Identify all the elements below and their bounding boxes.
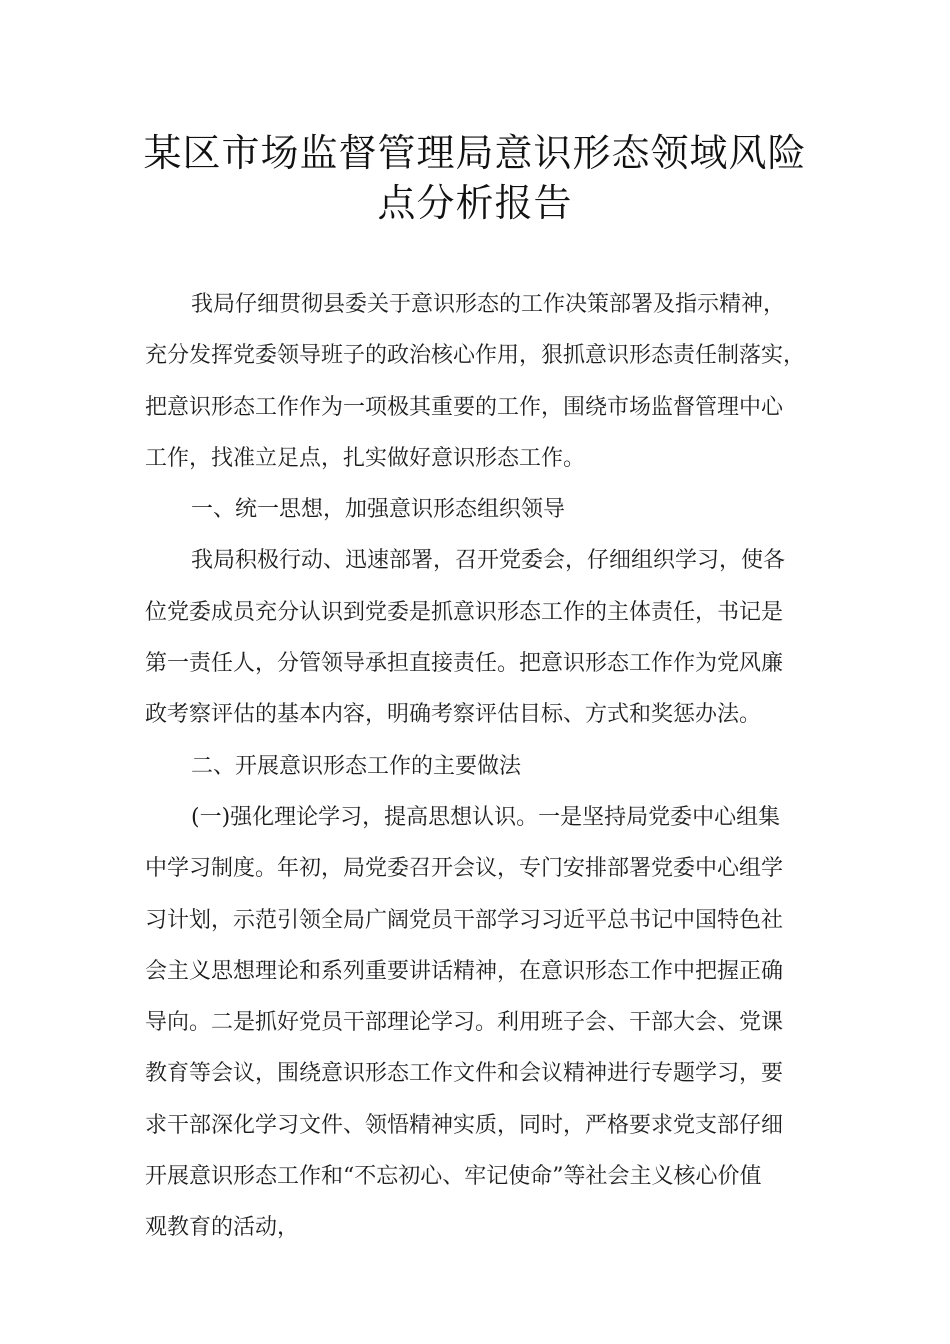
body-line-14: 会主义思想理论和系列重要讲话精神，在意识形态工作中把握正确: [145, 958, 784, 984]
section-heading-2: 二、开展意识形态工作的主要做法: [191, 753, 522, 779]
body-line-17: 求干部深化学习文件、领悟精神实质，同时，严格要求党支部仔细: [145, 1112, 784, 1138]
body-line-19: 观教育的活动，: [145, 1215, 300, 1241]
body-line-11: (一)强化理论学习，提高思想认识。一是坚持局党委中心组集: [191, 804, 781, 830]
title-line-1: 某区市场监督管理局意识形态领域风险: [143, 131, 807, 175]
body-line-3: 把意识形态工作作为一项极其重要的工作，围绕市场监督管理中心: [145, 394, 784, 420]
body-line-16: 教育等会议，围绕意识形态工作文件和会议精神进行专题学习，要: [145, 1061, 784, 1087]
body-line-9: 政考察评估的基本内容，明确考察评估目标、方式和奖惩办法。: [145, 702, 762, 728]
document-body: [145, 279, 815, 1254]
body-line-12: 中学习制度。年初，局党委召开会议，专门安排部署党委中心组学: [145, 856, 784, 882]
body-line-13: 习计划，示范引领全局广阔党员干部学习习近平总书记中国特色社: [145, 907, 784, 933]
body-line-1: 我局仔细贯彻县委关于意识形态的工作决策部署及指示精神，: [191, 292, 786, 317]
body-line-2: 充分发挥党委领导班子的政治核心作用，狠抓意识形态责任制落实，: [145, 343, 806, 369]
body-line-6: 我局积极行动、迅速部署，召开党委会，仔细组织学习，使各: [191, 548, 786, 574]
title-line-2: 点分析报告: [377, 181, 573, 225]
body-line-18: 开展意识形态工作和“不忘初心、牢记使命”等社会主义核心价值: [145, 1164, 762, 1190]
body-line-8: 第一责任人，分管领导承担直接责任。把意识形态工作作为党风廉: [145, 651, 784, 677]
body-line-15: 导向。二是抓好党员干部理论学习。利用班子会、干部大会、党课: [145, 1010, 784, 1036]
body-line-7: 位党委成员充分认识到党委是抓意识形态工作的主体责任，书记是: [145, 599, 784, 625]
section-heading-1: 一、统一思想，加强意识形态组织领导: [191, 497, 566, 523]
body-line-4: 工作，找准立足点，扎实做好意识形态工作。: [145, 445, 586, 471]
document-title: [0, 128, 950, 228]
